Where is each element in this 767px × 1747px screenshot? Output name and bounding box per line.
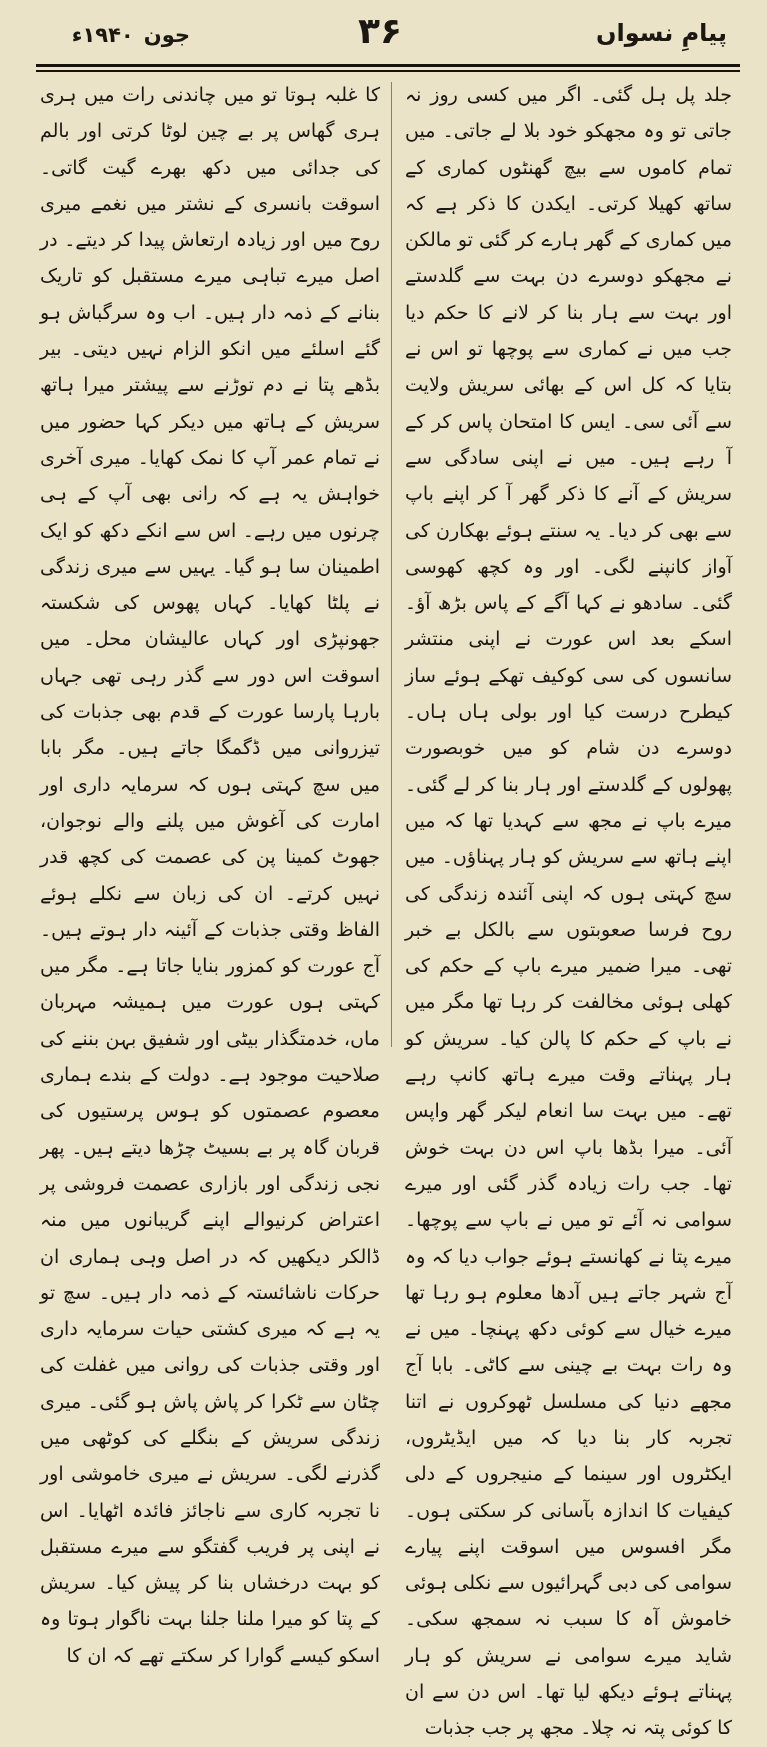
header-rule-top — [36, 64, 740, 67]
issue-year: ۱۹۴۰ء — [71, 22, 134, 47]
header-rule-bottom — [36, 70, 740, 72]
issue-date — [40, 20, 190, 50]
journal-title: پیامِ نسواں — [596, 19, 727, 47]
issue-month: جون — [143, 22, 190, 47]
page-header — [0, 0, 767, 62]
text-column-left: کا غلبہ ہوتا تو میں چاندنی رات میں ہری ہری گھاس پر بے چین لوٹا کرتی اور بالم کی جدائی میں دکھ بھرے گیت گاتی۔ اسوقت بانسری کے نشتر میں نغمے میری روح میں اور زیادہ ارتعاش پیدا کر دیتے۔ در اصل میرے تباہی میرے مستقبل کو تاریک بنانے کے ذمہ دار ہیں۔ اب وہ سرگباش ہو گئے اسلئے میں انکو الزام نہیں دیتی۔ بیر بڈھے پتا نے دم توڑنے سے پیشتر میرا ہاتھ سریش کے ہاتھ میں دیکر کہا حضور میں نے تمام عمر آپ کا نمک کھایا۔ میری آخری خواہش یہ ہے کہ رانی بھی آپ کے ہی چرنوں میں رہے۔ اس سے انکے دکھ کو ایک اطمینان سا ہو گیا۔ یہیں سے میری زندگی نے پلٹا کھایا۔ کہاں پھوس کی شکستہ جھونپڑی اور کہاں عالیشان محل۔ میں اسوقت اس دور سے گذر رہی تھی جہاں بارہا پارسا عورت کے قدم بھی جذبات کی تیزروانی میں ڈگمگا جاتے ہیں۔ مگر بابا میں سچ کہتی ہوں کہ سرمایہ داری اور امارت کی آغوش میں پلنے والے نوجوان، جھوٹ کمینا پن کی عصمت کی کچھ قدر نہیں کرتے۔ ان کی زبان سے نکلے ہوئے الفاظ وقتی جذبات کے آئینہ دار ہوتے ہیں۔ آج عورت کو کمزور بنایا جاتا ہے۔ مگر میں کہتی ہوں عورت میں ہمیشہ مہربان ماں، خدمتگذار بیٹی اور شفیق بہن بننے کی صلاحیت موجود ہے۔ دولت کے بندے ہماری معصوم عصمتوں کو ہوس پرستیوں کی قربان گاہ پر بے بسیٹ چڑھا دیتے ہیں۔ پھر نجی زندگی اور بازاری عصمت فروشی پر اعتراض کرنیوالے اپنے گریبانوں میں منہ ڈالکر دیکھیں کہ در اصل وہی ہماری ان حرکات ناشائستہ کے ذمہ دار ہیں۔ سچ تو یہ ہے کہ میری کشتی حیات سرمایہ داری اور وقتی جذبات کی روانی میں غفلت کی چٹان سے ٹکرا کر پاش پاش ہو گئی۔ میری زندگی سریش کے بنگلے کی کوٹھی میں گذرنے لگی۔ سریش نے میری خاموشی اور نا تجربہ کاری سے ناجائز فائدہ اٹھایا۔ اس نے اپنی پر فریب گفتگو سے میرے مستقبل کو بہت درخشاں بنا کر پیش کیا۔ سریش کے پتا کو میرا ملنا جلنا بہت ناگوار ہوتا وہ اسکو کیسے گوارا کر سکتے تھے کہ ان کا — [40, 84, 380, 1667]
text-column-right: جلد پل ہل گئی۔ اگر میں کسی روز نہ جاتی تو وہ مجھکو خود بلا لے جاتی۔ میں تمام کاموں سے بیچ گھنٹوں کماری کے ساتھ کھیلا کرتی۔ ایکدن کا ذکر ہے کہ میں کماری کے گھر ہارے کر گئی تو مالکن نے مجھکو دوسرے دن بہت سے گلدستے اور بہت سے ہار بنا کر لانے کا حکم دیا جب میں نے کماری سے پوچھا تو اس نے بتایا کہ کل اس کے بھائی سریش ولایت سے آئی سی۔ ایس کا امتحان پاس کر کے آ رہے ہیں۔ میں نے اپنی سادگی سے سریش کے آنے کا ذکر گھر آ کر اپنے باپ سے بھی کر دیا۔ یہ سنتے ہوئے بھکارن کی آواز کانپنے لگی۔ اور وہ کچھ کھوسی گئی۔ سادھو نے کہا آگے کے پاس بڑھ آؤ۔ اسکے بعد اس عورت نے اپنی منتشر سانسوں کی سی کوکیف تھکے ہوئے ساز کیطرح درست کیا اور بولی ہاں ہاں۔ دوسرے دن شام کو میں خوبصورت پھولوں کے گلدستے اور ہار بنا کر لے گئی۔ میرے باپ نے مجھ سے کہدیا تھا کہ میں اپنے ہاتھ سے سریش کو ہار پہناؤں۔ میں سچ کہتی ہوں کہ اپنی آئندہ زندگی کی روح فرسا صعوبتوں سے بالکل بے خبر تھی۔ میرا ضمیر میرے باپ کے حکم کی کھلی ہوئی مخالفت کر رہا تھا مگر میں نے باپ کے حکم کا پالن کیا۔ سریش کو ہار پہناتے وقت میرے ہاتھ کانپ رہے تھے۔ میں بہت سا انعام لیکر گھر واپس آئی۔ میرا بڈھا باپ اس دن بہت خوش تھا۔ جب رات زیادہ گذر گئی اور میرے سوامی نہ آئے تو میں نے باپ سے پوچھا۔ میرے پتا نے کھانستے ہوئے جواب دیا کہ وہ آج شہر جاتے ہیں آدھا معلوم ہو رہا تھا میرے خیال سے کوئی دکھ پہنچا۔ میں نے وہ رات بہت بے چینی سے کاٹی۔ بابا آج مجھے دنیا کی مسلسل ٹھوکروں نے اتنا تجربہ کار بنا دیا کہ میں ایڈیٹروں، ایکٹروں اور سینما کے منیجروں کے دلی کیفیات کا اندازہ بآسانی کر سکتی ہوں۔ مگر افسوس میں اسوقت اپنے پیارے سوامی کی دبی گہرائیوں سے نکلی ہوئی خاموش آہ کا سبب نہ سمجھ سکی۔ شاید میرے سوامی نے سریش کو ہار پہناتے ہوئے دیکھ لیا تھا۔ اس دن سے ان کا کوئی پتہ نہ چلا۔ مجھ پر جب جذبات — [405, 84, 732, 1740]
page-number: ۳۶ — [358, 11, 402, 52]
column-divider — [391, 82, 392, 1047]
